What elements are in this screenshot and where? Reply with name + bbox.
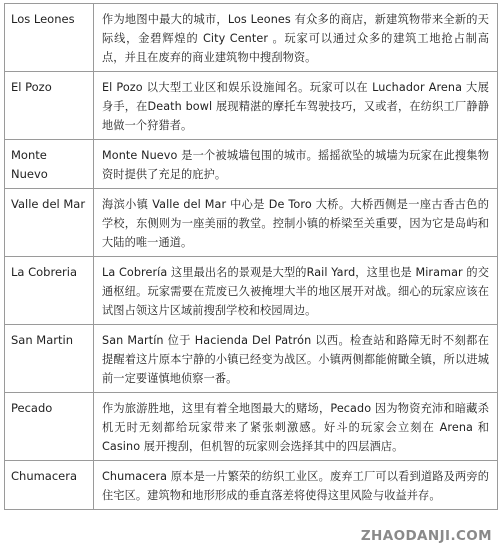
location-description-cell: 作为旅游胜地，这里有着全地图最大的赌场，Pecado 因为物资充沛和暗藏杀机无时无刻都给玩家带来了紧张刺激感。好斗的玩家会立刻在 Arena 和 Casino 展开搜刮，但机智的玩家则会选择其中的四层酒店。 xyxy=(94,393,498,461)
table-row xyxy=(5,325,498,393)
table-row xyxy=(5,461,498,510)
location-name-cell: Monte Nuevo xyxy=(5,140,94,189)
location-description-cell: 海滨小镇 Valle del Mar 中心是 De Toro 大桥。大桥西侧是一座古香古色的学校，东侧则为一座美丽的教堂。控制小镇的桥梁至关重要，因为它是岛屿和大陆的唯一通道。 xyxy=(94,189,498,257)
location-description-cell: San Martín 位于 Hacienda Del Patrón 以西。检查站和路障无时不刻都在提醒着这片原本宁静的小镇已经变为战区。小镇两侧都能俯瞰全镇，所以进城前一定要谨慎地侦察一番。 xyxy=(94,325,498,393)
table-row xyxy=(5,72,498,140)
table-row xyxy=(5,393,498,461)
location-description-cell: La Cobrería 这里最出名的景观是大型的Rail Yard，这里也是 Miramar 的交通枢纽。玩家需要在荒废已久被掩埋大半的地区展开对战。细心的玩家应该在试图占领这片区域前搜刮学校和校园周边。 xyxy=(94,257,498,325)
map-locations-table xyxy=(4,3,498,510)
location-description-cell: Chumacera 原本是一片繁荣的纺织工业区。废弃工厂可以看到道路及两旁的住宅区。建筑物和地形形成的垂直落差将使得这里风险与收益并存。 xyxy=(94,461,498,510)
site-watermark: ZHAODANJI.COM xyxy=(360,528,492,544)
location-description-cell: El Pozo 以大型工业区和娱乐设施闻名。玩家可以在 Luchador Arena 大展身手，在Death bowl 展现精湛的摩托车驾驶技巧，又或者，在纺织工厂静静地做一个狩猎者。 xyxy=(94,72,498,140)
location-name-cell: Los Leones xyxy=(5,4,94,72)
location-name-cell: Pecado xyxy=(5,393,94,461)
location-name-cell: Valle del Mar xyxy=(5,189,94,257)
location-name-cell: El Pozo xyxy=(5,72,94,140)
location-name-cell: Chumacera xyxy=(5,461,94,510)
table-row xyxy=(5,189,498,257)
location-name-cell: San Martin xyxy=(5,325,94,393)
table-row xyxy=(5,140,498,189)
table-row xyxy=(5,4,498,72)
location-description-cell: Monte Nuevo 是一个被城墙包围的城市。摇摇欲坠的城墙为玩家在此搜集物资时提供了充足的庇护。 xyxy=(94,140,498,189)
location-name-cell: La Cobreria xyxy=(5,257,94,325)
table-row xyxy=(5,257,498,325)
location-description-cell: 作为地图中最大的城市，Los Leones 有众多的商店，新建筑物带来全新的天际线，金碧辉煌的 City Center 。玩家可以通过众多的建筑工地抢占制高点，并且在废弃的商业建筑物中搜刮物资。 xyxy=(94,4,498,72)
